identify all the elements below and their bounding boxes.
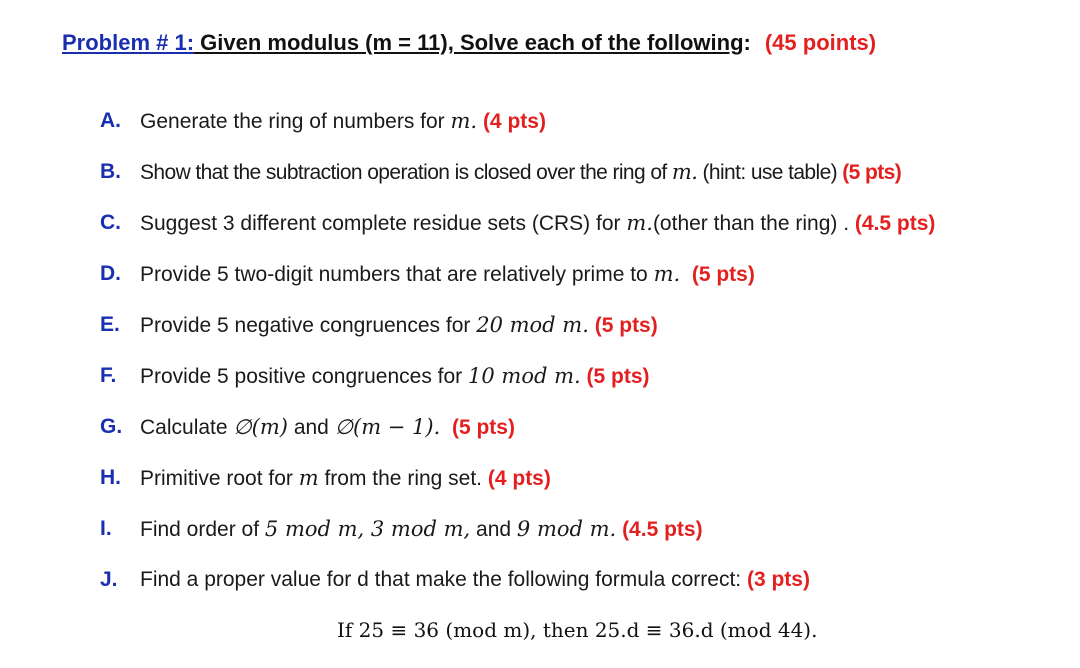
question-text — [140, 461, 551, 496]
question-text-part: and — [287, 416, 335, 439]
question-text-part: (other than the ring) . — [652, 212, 855, 235]
question-text-part: Find order of — [140, 518, 265, 541]
problem-title: Given modulus (m = 11), Solve each of the following — [194, 30, 744, 55]
question-letter: A. — [100, 109, 121, 132]
question-text — [140, 359, 650, 394]
problem-colon: : — [743, 30, 751, 55]
question-text — [140, 257, 755, 292]
math-expression: 5 mod m, 3 mod m, — [264, 517, 471, 541]
question-text-part: Suggest 3 different complete residue sets (CRS) for — [140, 212, 627, 235]
question-letter: E. — [100, 313, 120, 336]
question-points: (4 pts) — [482, 110, 546, 133]
math-expression: 9 mod m. — [516, 517, 617, 541]
question-letter: G. — [100, 415, 123, 438]
congruence-formula: If 25 ≡ 36 (mod m), then 25.d ≡ 36.d (mod 44). — [337, 618, 818, 642]
question-letter: F. — [100, 364, 117, 387]
question-text-part: Generate the ring of numbers for — [140, 110, 451, 133]
question-text — [140, 104, 546, 139]
question-text-part: Show that the subtraction operation is closed over the ring of — [140, 161, 672, 184]
math-expression: m — [298, 466, 319, 490]
question-letter: D. — [100, 262, 121, 285]
question-letter: H. — [100, 466, 121, 489]
question-text — [140, 308, 658, 343]
math-expression: ∅(m − 1). — [334, 415, 441, 439]
question-text-part: Provide 5 negative congruences for — [140, 314, 477, 337]
question-text-part: Provide 5 two-digit numbers that are relatively prime to — [140, 263, 654, 286]
question-text-part: (hint: use table) — [697, 161, 843, 184]
question-points: (4.5 pts) — [622, 518, 703, 541]
problem-heading — [62, 30, 876, 56]
math-expression: m. — [450, 109, 478, 133]
question-letter: C. — [100, 211, 121, 234]
math-expression: ∅(m) — [233, 415, 288, 439]
question-points: (5 pts) — [594, 314, 658, 337]
math-expression: m. — [671, 160, 698, 184]
question-text-part: from the ring set. — [318, 467, 488, 490]
question-letter: B. — [100, 160, 121, 183]
question-text-part: Find a proper value for d that make the following formula correct: — [140, 568, 747, 591]
math-expression: m. — [653, 262, 681, 286]
question-text-part: Provide 5 positive congruences for — [140, 365, 469, 388]
question-text-part: Primitive root for — [140, 467, 299, 490]
problem-points: (45 points) — [764, 30, 877, 55]
question-text — [140, 206, 935, 241]
question-points: (5 pts) — [691, 263, 755, 286]
question-text — [140, 155, 901, 190]
question-text-part: Calculate — [140, 416, 234, 439]
question-text-part: and — [470, 518, 517, 541]
math-expression: 20 mod m. — [476, 313, 589, 337]
question-text — [140, 512, 703, 547]
question-points: (4.5 pts) — [854, 212, 936, 235]
question-letter: J. — [100, 568, 118, 591]
question-points: (4 pts) — [487, 467, 551, 490]
question-points: (5 pts) — [842, 161, 902, 184]
question-text — [140, 563, 810, 597]
problem-label: Problem # 1: — [62, 30, 195, 55]
question-points: (3 pts) — [746, 568, 810, 591]
question-points: (5 pts) — [586, 365, 650, 388]
question-letter: I. — [100, 517, 112, 540]
math-expression: 10 mod m. — [468, 364, 581, 388]
question-text — [140, 410, 515, 445]
question-points: (5 pts) — [451, 416, 515, 439]
math-expression: m. — [626, 211, 653, 235]
